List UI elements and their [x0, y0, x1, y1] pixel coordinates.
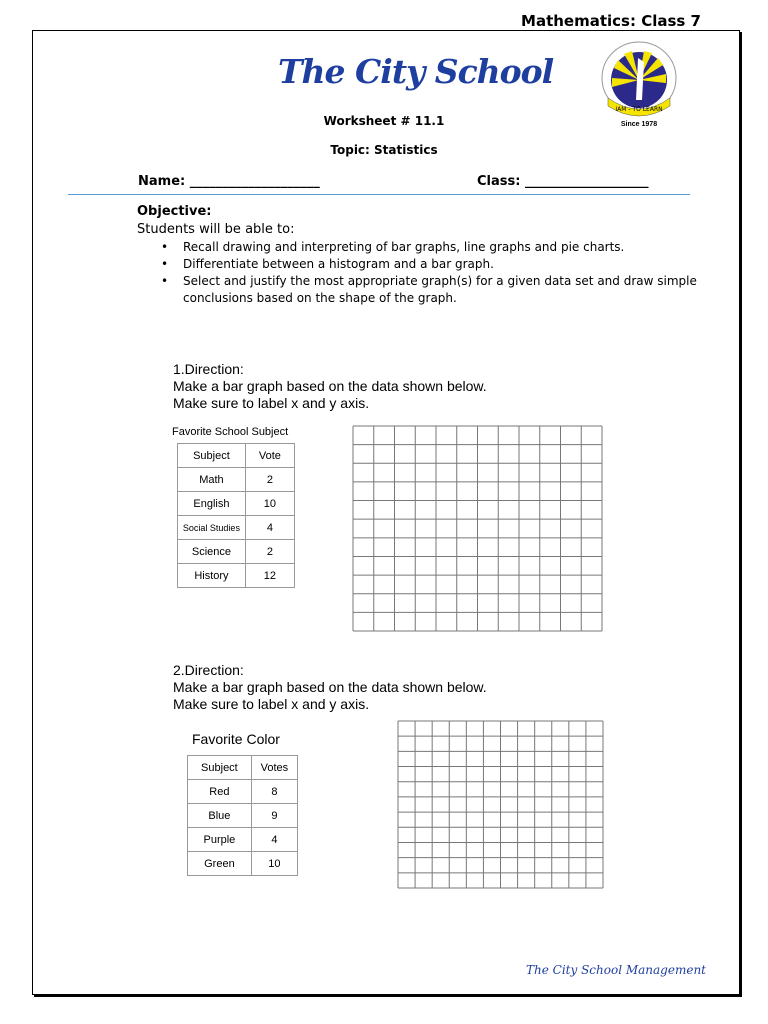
q1-grid[interactable] — [352, 425, 604, 633]
table-cell: English — [178, 492, 246, 516]
subject-header: Mathematics: Class 7 — [521, 12, 701, 30]
table-row — [188, 804, 298, 828]
table-cell: 4 — [251, 828, 297, 852]
table-cell: Math — [178, 468, 246, 492]
q2-line2: Make sure to label x and y axis. — [173, 696, 370, 712]
q1-direction — [173, 361, 487, 412]
objective-item: • Differentiate between a histogram and a bar graph. — [137, 256, 697, 273]
table-cell: History — [178, 564, 246, 588]
table-cell: 9 — [251, 804, 297, 828]
table-row — [178, 540, 295, 564]
name-field[interactable]: Name: ____________________ — [138, 174, 320, 189]
q1-line2: Make sure to label x and y axis. — [173, 395, 370, 411]
table-row — [178, 564, 295, 588]
q2-line1: Make a bar graph based on the data shown below. — [173, 679, 487, 695]
table-row — [178, 468, 295, 492]
table-cell: Blue — [188, 804, 252, 828]
q1-title: 1.Direction: — [173, 361, 244, 377]
table-cell: Votes — [251, 756, 297, 780]
table-row — [178, 516, 295, 540]
table-cell: Subject — [188, 756, 252, 780]
svg-text:Since 1978: Since 1978 — [620, 121, 658, 128]
q2-direction — [173, 662, 487, 713]
class-field[interactable]: Class: ___________________ — [477, 174, 649, 189]
table-row — [178, 492, 295, 516]
worksheet-number: Worksheet # 11.1 — [323, 114, 445, 128]
table-row — [188, 780, 298, 804]
table-row — [188, 828, 298, 852]
table-header — [178, 444, 295, 468]
q1-line1: Make a bar graph based on the data shown below. — [173, 378, 487, 394]
svg-text:IAM - TO LEARN: IAM - TO LEARN — [615, 106, 663, 113]
q2-title: 2.Direction: — [173, 662, 244, 678]
table-cell: Social Studies — [178, 516, 246, 540]
worksheet-topic: Topic: Statistics — [330, 143, 438, 157]
q2-table — [187, 755, 298, 876]
objective-title: Objective: — [137, 204, 212, 219]
table-cell: 12 — [245, 564, 294, 588]
q1-table-title: Favorite School Subject — [172, 426, 289, 438]
table-row — [188, 852, 298, 876]
table-header — [188, 756, 298, 780]
table-cell: 2 — [245, 468, 294, 492]
table-cell: 4 — [245, 516, 294, 540]
table-cell: 10 — [245, 492, 294, 516]
table-cell: Green — [188, 852, 252, 876]
table-cell: 8 — [251, 780, 297, 804]
table-cell: Red — [188, 780, 252, 804]
q1-table — [177, 443, 295, 588]
table-cell: Science — [178, 540, 246, 564]
school-name: The City School — [278, 52, 554, 91]
footer-text: The City School Management — [526, 963, 706, 977]
table-cell: Subject — [178, 444, 246, 468]
objective-item: • Select and justify the most appropriate graph(s) for a given data set and draw simple conclusions based on the shape of the graph. — [137, 273, 697, 307]
table-cell: Vote — [245, 444, 294, 468]
objective-item: • Recall drawing and interpreting of bar graphs, line graphs and pie charts. — [137, 239, 697, 256]
objective-section — [137, 204, 697, 307]
divider — [68, 194, 690, 195]
table-cell: 2 — [245, 540, 294, 564]
objective-intro: Students will be able to: — [137, 222, 295, 237]
q2-table-title: Favorite Color — [192, 731, 280, 747]
table-cell: Purple — [188, 828, 252, 852]
table-cell: 10 — [251, 852, 297, 876]
q2-grid[interactable] — [397, 720, 605, 890]
